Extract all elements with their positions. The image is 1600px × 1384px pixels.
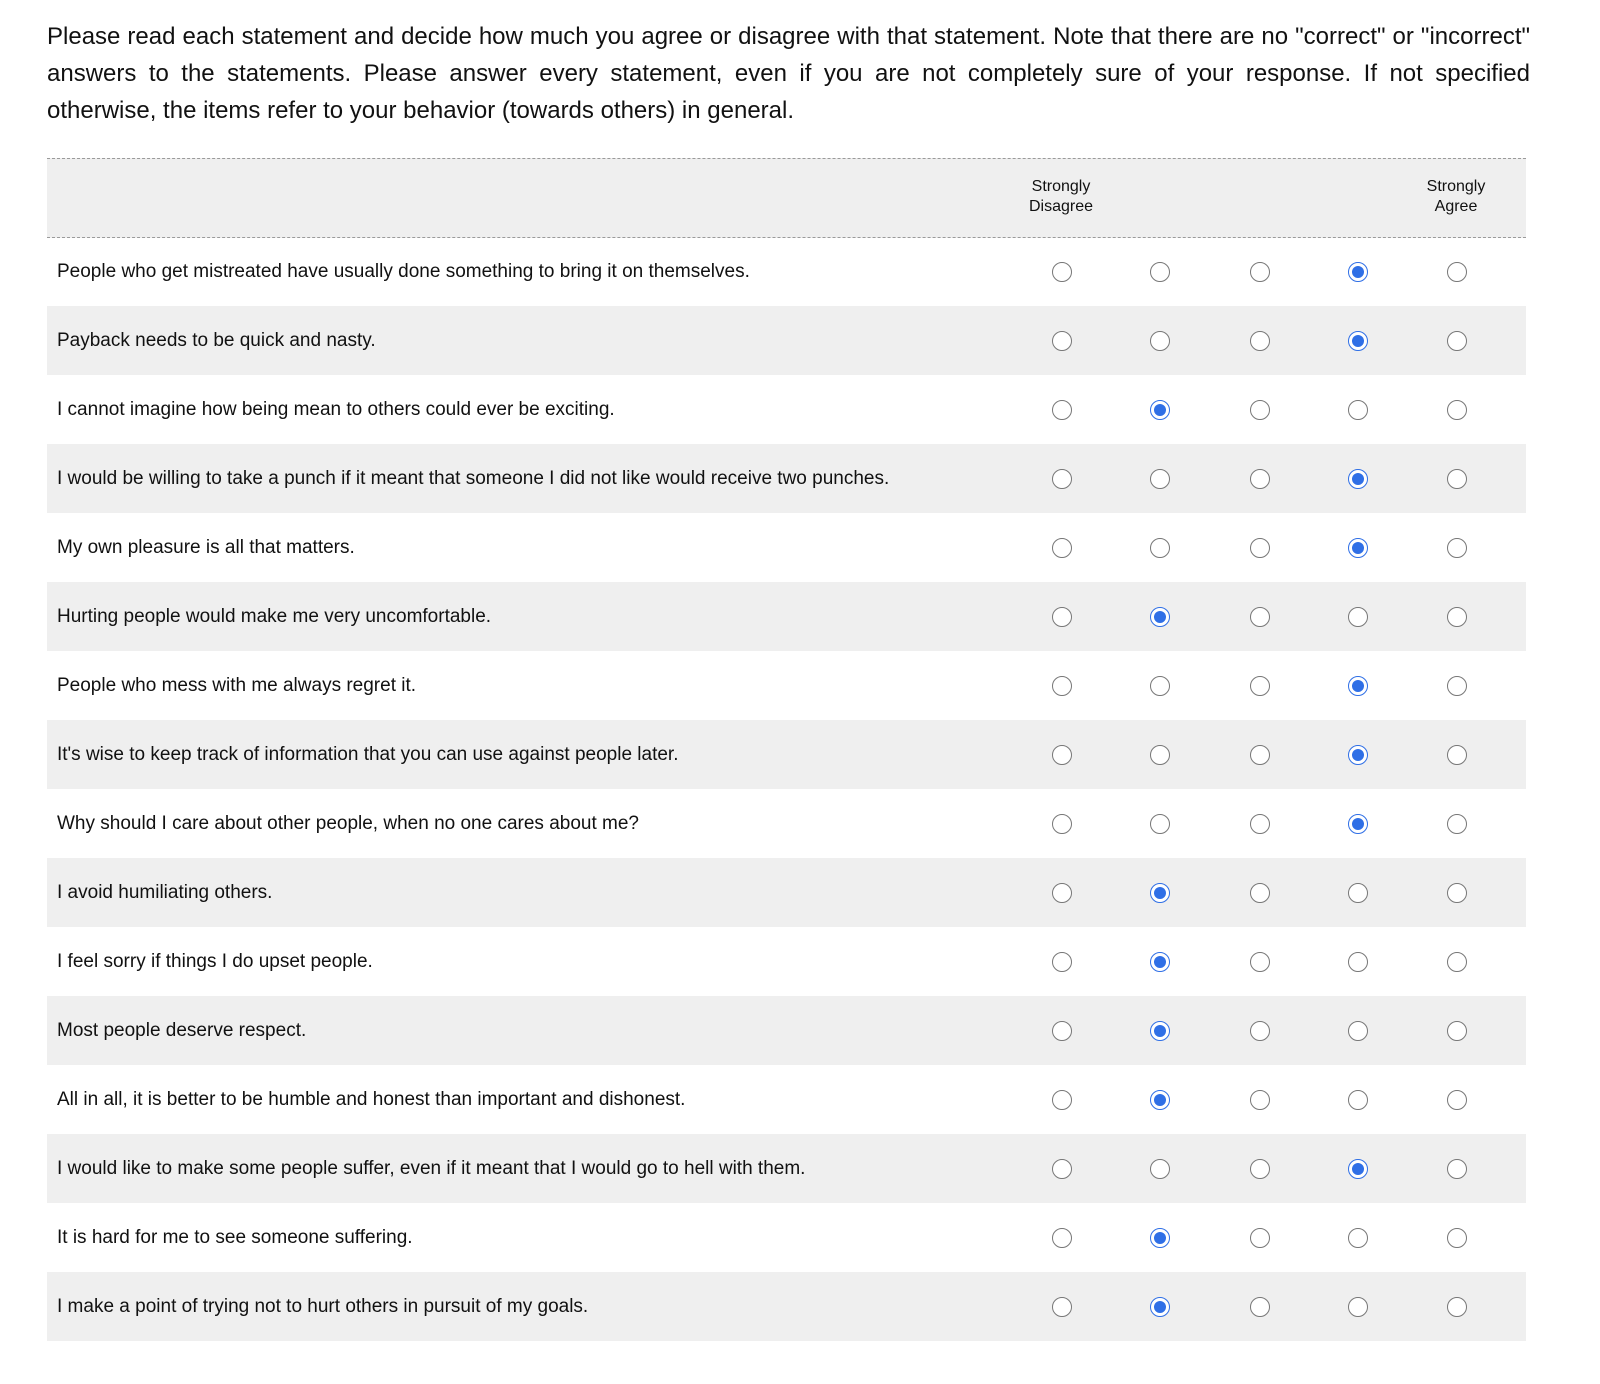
radio-option-1[interactable] [1052,1297,1072,1317]
radio-option-2[interactable] [1150,1021,1170,1041]
statement-row [47,1065,1526,1134]
radio-option-2[interactable] [1150,262,1170,282]
radio-option-2[interactable] [1150,607,1170,627]
radio-option-4[interactable] [1348,1159,1368,1179]
radio-option-5[interactable] [1447,952,1467,972]
statement-text: Hurting people would make me very uncomfortable. [57,605,492,627]
radio-option-5[interactable] [1447,538,1467,558]
radio-option-5[interactable] [1447,1297,1467,1317]
radio-option-1[interactable] [1052,814,1072,834]
radio-option-5[interactable] [1447,607,1467,627]
radio-option-3[interactable] [1250,538,1270,558]
radio-option-2[interactable] [1150,952,1170,972]
radio-option-1[interactable] [1052,952,1072,972]
radio-option-3[interactable] [1250,331,1270,351]
statement-text: I would like to make some people suffer, even if it meant that I would go to hell with them. [57,1157,806,1179]
statement-row [47,238,1526,306]
radio-option-2[interactable] [1150,745,1170,765]
radio-option-5[interactable] [1447,1159,1467,1179]
statement-text: I feel sorry if things I do upset people. [57,950,373,972]
radio-option-4[interactable] [1348,1090,1368,1110]
radio-option-2[interactable] [1150,883,1170,903]
radio-option-4[interactable] [1348,331,1368,351]
radio-option-1[interactable] [1052,676,1072,696]
radio-option-5[interactable] [1447,745,1467,765]
statement-text: I cannot imagine how being mean to others could ever be exciting. [57,398,615,420]
statement-row [47,651,1526,720]
radio-option-3[interactable] [1250,814,1270,834]
radio-option-1[interactable] [1052,262,1072,282]
radio-option-2[interactable] [1150,1159,1170,1179]
statement-row [47,720,1526,789]
radio-option-5[interactable] [1447,262,1467,282]
radio-option-4[interactable] [1348,1228,1368,1248]
likert-matrix [47,158,1526,1341]
scale-label-strongly-agree: Strongly Agree [1426,178,1486,215]
radio-option-4[interactable] [1348,745,1368,765]
radio-option-3[interactable] [1250,400,1270,420]
radio-option-3[interactable] [1250,952,1270,972]
radio-option-1[interactable] [1052,1159,1072,1179]
radio-option-2[interactable] [1150,400,1170,420]
radio-option-1[interactable] [1052,745,1072,765]
statement-row [47,444,1526,513]
radio-option-3[interactable] [1250,607,1270,627]
radio-option-4[interactable] [1348,262,1368,282]
statement-text: Most people deserve respect. [57,1019,307,1041]
radio-option-3[interactable] [1250,745,1270,765]
statement-text: It is hard for me to see someone suffering. [57,1226,413,1248]
radio-option-5[interactable] [1447,400,1467,420]
radio-option-5[interactable] [1447,469,1467,489]
radio-option-4[interactable] [1348,469,1368,489]
statement-row [47,996,1526,1065]
radio-option-2[interactable] [1150,1228,1170,1248]
radio-option-2[interactable] [1150,1090,1170,1110]
radio-option-1[interactable] [1052,331,1072,351]
radio-option-1[interactable] [1052,538,1072,558]
radio-option-2[interactable] [1150,1297,1170,1317]
radio-option-1[interactable] [1052,469,1072,489]
radio-option-3[interactable] [1250,1159,1270,1179]
statement-text: It's wise to keep track of information that you can use against people later. [57,743,679,765]
radio-option-5[interactable] [1447,1090,1467,1110]
radio-option-4[interactable] [1348,1297,1368,1317]
survey-instructions: Please read each statement and decide how much you agree or disagree with that statement. Note that there are no "correct" or "incorrect" answers to the statements. Please answer every statement, even if you are not completely sure of your response. If not specified otherwise, the items refer to your behavior (towards others) in general. [47,23,1530,124]
statement-row [47,306,1526,375]
radio-option-2[interactable] [1150,814,1170,834]
radio-option-1[interactable] [1052,400,1072,420]
radio-option-4[interactable] [1348,814,1368,834]
radio-option-1[interactable] [1052,1021,1072,1041]
radio-option-3[interactable] [1250,469,1270,489]
radio-option-3[interactable] [1250,1297,1270,1317]
statement-text: All in all, it is better to be humble and honest than important and dishonest. [57,1088,686,1110]
statement-text: My own pleasure is all that matters. [57,536,355,558]
radio-option-3[interactable] [1250,262,1270,282]
matrix-rows [47,238,1526,1341]
radio-option-5[interactable] [1447,331,1467,351]
statement-row [47,789,1526,858]
statement-row [47,582,1526,651]
statement-text: I avoid humiliating others. [57,881,273,903]
radio-option-5[interactable] [1447,883,1467,903]
radio-option-3[interactable] [1250,1021,1270,1041]
radio-option-3[interactable] [1250,883,1270,903]
radio-option-4[interactable] [1348,1021,1368,1041]
radio-option-1[interactable] [1052,1090,1072,1110]
radio-option-1[interactable] [1052,607,1072,627]
radio-option-3[interactable] [1250,1228,1270,1248]
radio-option-3[interactable] [1250,676,1270,696]
statement-row [47,1134,1526,1203]
statement-row [47,1272,1526,1341]
statement-row [47,375,1526,444]
radio-option-5[interactable] [1447,814,1467,834]
statement-row [47,927,1526,996]
statement-text: I would be willing to take a punch if it meant that someone I did not like would receive two punches. [57,467,890,489]
radio-option-1[interactable] [1052,883,1072,903]
radio-option-5[interactable] [1447,1228,1467,1248]
statement-text: Payback needs to be quick and nasty. [57,329,376,351]
radio-option-4[interactable] [1348,538,1368,558]
matrix-header [47,158,1526,238]
scale-label-strongly-disagree: Strongly Disagree [1028,178,1094,215]
radio-option-2[interactable] [1150,538,1170,558]
radio-option-1[interactable] [1052,1228,1072,1248]
radio-option-4[interactable] [1348,952,1368,972]
statement-row [47,1203,1526,1272]
statement-text: Why should I care about other people, when no one cares about me? [57,812,639,834]
radio-option-4[interactable] [1348,676,1368,696]
statement-text: People who mess with me always regret it. [57,674,417,696]
radio-option-3[interactable] [1250,1090,1270,1110]
radio-option-2[interactable] [1150,676,1170,696]
radio-option-4[interactable] [1348,883,1368,903]
radio-option-4[interactable] [1348,400,1368,420]
radio-option-5[interactable] [1447,1021,1467,1041]
radio-option-2[interactable] [1150,331,1170,351]
statement-row [47,513,1526,582]
radio-option-2[interactable] [1150,469,1170,489]
statement-row [47,858,1526,927]
radio-option-4[interactable] [1348,607,1368,627]
statement-text: People who get mistreated have usually done something to bring it on themselves. [57,261,750,282]
statement-text: I make a point of trying not to hurt others in pursuit of my goals. [57,1295,589,1317]
radio-option-5[interactable] [1447,676,1467,696]
